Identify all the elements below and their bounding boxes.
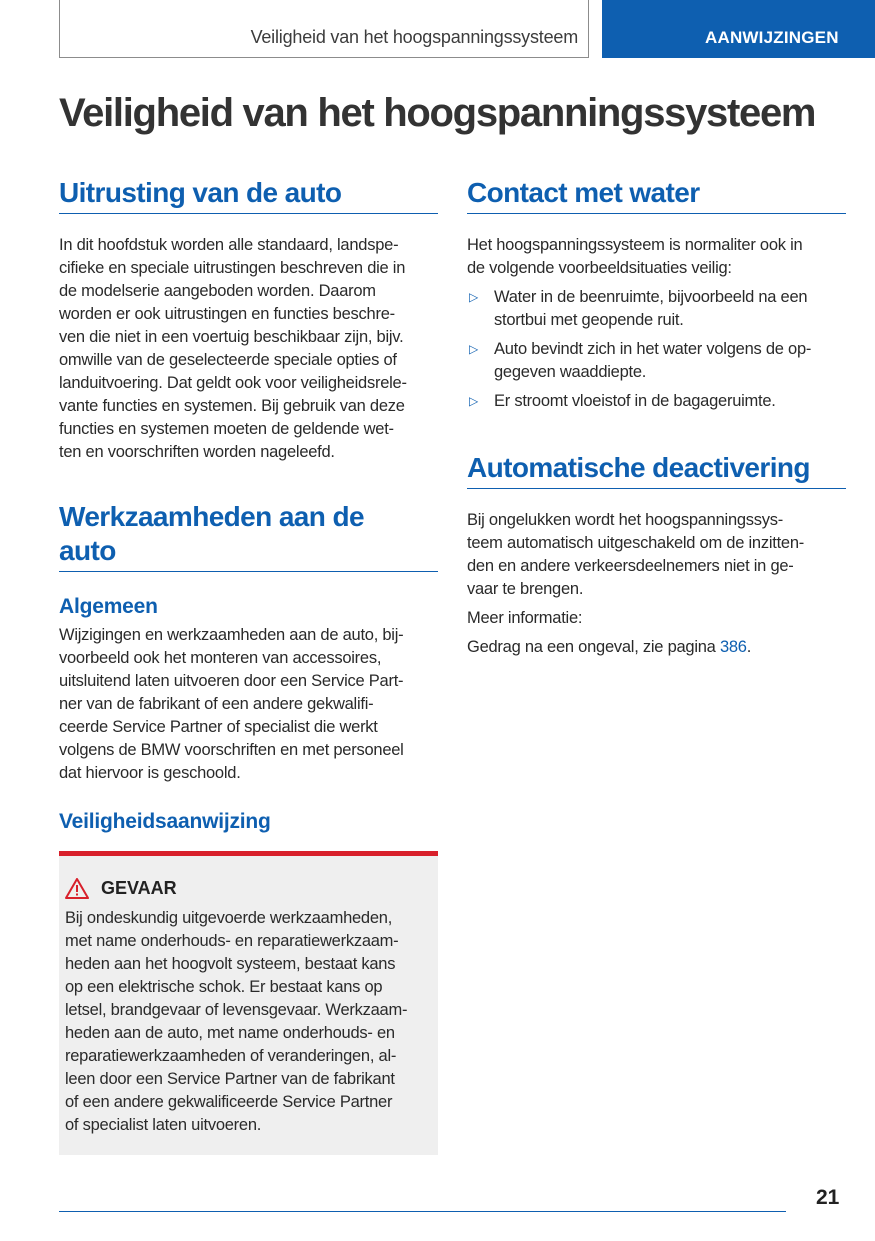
running-header-title: Veiligheid van het hoogspanningssysteem bbox=[250, 27, 578, 47]
page-reference-link[interactable]: 386 bbox=[719, 638, 747, 656]
warning-header bbox=[65, 878, 430, 899]
chapter-tab[interactable]: AANWIJZINGEN bbox=[602, 0, 875, 58]
list-item: ▷ Water in de beenruimte, bijvoorbeeld na een stortbui met geopende ruit. bbox=[469, 288, 808, 329]
right-column bbox=[467, 176, 846, 659]
deactivation-text: Bij ongelukken wordt het hoogspanningssys- teem automatisch uitgeschakeld om de inzitten- den en andere verkeersdeelnemers niet in ge- vaar te brengen. bbox=[467, 511, 805, 598]
danger-warning-box bbox=[59, 851, 438, 1155]
list-item: ▷ Er stroomt vloeistof in de bagageruimte. bbox=[467, 390, 846, 413]
footer-divider bbox=[59, 1211, 786, 1212]
page-number: 21 bbox=[816, 1186, 840, 1209]
section-water bbox=[467, 176, 846, 413]
heading-water: Contact met water bbox=[467, 176, 846, 214]
section-deactivation bbox=[467, 451, 846, 659]
triangle-right-bullet-icon: ▷ bbox=[469, 290, 478, 304]
list-item: ▷ Auto bevindt zich in het water volgens de op- gegeven waaddiepte. bbox=[469, 340, 812, 381]
section-equipment bbox=[59, 176, 438, 464]
general-text: Wijzigingen en werkzaamheden aan de auto, bij- voorbeeld ook het monteren van accessoires, uitsluitend laten uitvoeren door een Service Part- ner van de fabrikant of een andere gekwalifi- ceerde Service Partner of specialist die werkt volgens de BMW voorschriften en met personeel dat hiervoor is geschoold. bbox=[59, 626, 404, 782]
left-column bbox=[59, 176, 438, 1155]
running-header-box bbox=[59, 0, 589, 58]
warning-label: GEVAAR bbox=[101, 878, 177, 898]
warning-triangle-icon bbox=[65, 878, 89, 899]
triangle-right-bullet-icon: ▷ bbox=[469, 342, 478, 356]
heading-deactivation: Automatische deactivering bbox=[467, 451, 846, 489]
triangle-right-bullet-icon: ▷ bbox=[469, 394, 478, 408]
reference-text: Gedrag na een ongeval, zie pagina 386. bbox=[467, 638, 752, 656]
heading-work: Werkzaamheden aan de auto bbox=[59, 500, 438, 572]
page-title: Veiligheid van het hoogspanningssysteem bbox=[59, 91, 816, 135]
heading-safety-notice: Veiligheidsaanwijzing bbox=[59, 810, 271, 833]
warning-text: Bij ondeskundig uitgevoerde werkzaamheden, met name onderhouds- en reparatiewerkzaam- heden aan het hoogvolt systeem, bestaat kans op een elektrische schok. Er bestaat kans op letsel, brandgevaar of levensgevaar. Werkzaam- heden aan de auto, met name onderhouds- en reparatiewerkzaamheden of veranderingen, al- leen door een Service Partner van de fabrikant of een andere gekwalificeerde Service Partner of specialist laten uitvoeren. bbox=[65, 909, 408, 1134]
equipment-text: In dit hoofdstuk worden alle standaard, landspe- cifieke en speciale uitrustingen beschreven die in de modelserie aangeboden worden. Daarom worden er ook uitrustingen en functies beschre- ven die niet in een voertuig beschikbaar zijn, bijv. omwille van de geselecteerde speciale opties of landuitvoering. Dat geldt ook voor veiligheidsrele- vante functies en systemen. Bij gebruik van deze functies en systemen moeten de geldende wet- ten en voorschriften worden nageleefd. bbox=[59, 236, 407, 461]
more-info-label: Meer informatie: bbox=[467, 609, 583, 627]
heading-equipment: Uitrusting van de auto bbox=[59, 176, 438, 214]
heading-general: Algemeen bbox=[59, 595, 158, 618]
water-intro: Het hoogspanningssysteem is normaliter ook in de volgende voorbeeldsituaties veilig: bbox=[467, 236, 803, 277]
water-list bbox=[467, 286, 846, 413]
section-work bbox=[59, 500, 438, 1155]
